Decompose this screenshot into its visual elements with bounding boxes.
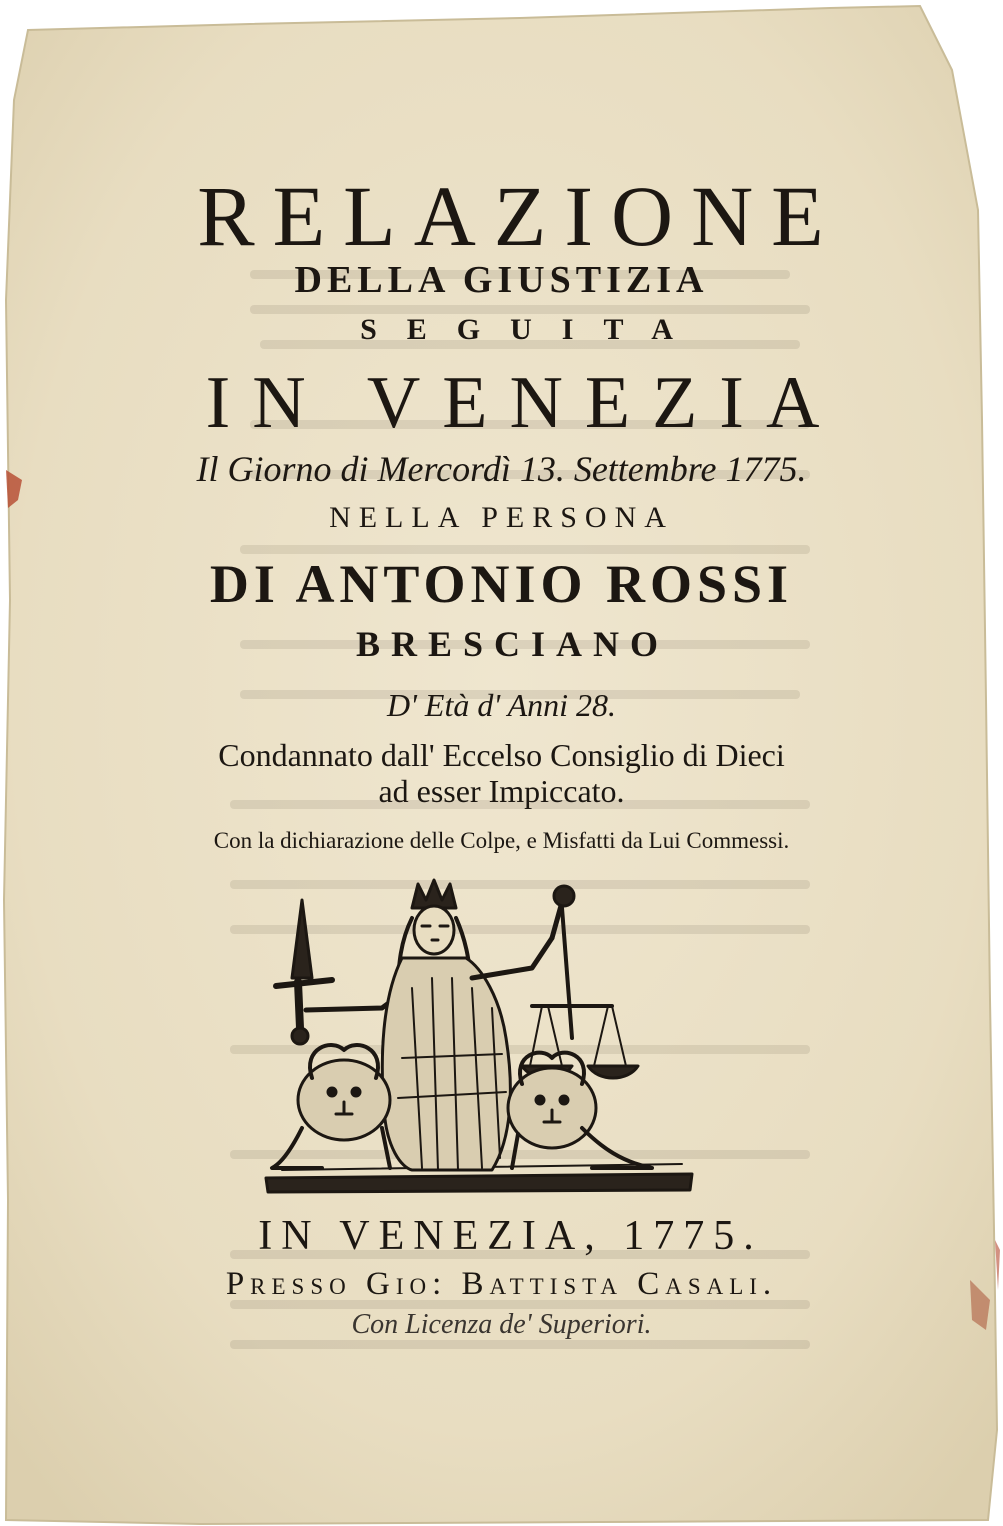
- date-line: Il Giorno di Mercordì 13. Settembre 1775.: [196, 449, 807, 489]
- document-title: RELAZIONE: [197, 168, 842, 264]
- place-heading: IN VENEZIA: [205, 362, 842, 444]
- imprint-place-year: IN VENEZIA, 1775.: [258, 1213, 763, 1259]
- license-line: Con Licenza de' Superiori.: [351, 1309, 652, 1340]
- person-origin: BRESCIANO: [355, 624, 670, 664]
- subtitle-seguita: SEGUITA: [360, 313, 703, 346]
- declaration-line: Con la dichiarazione delle Colpe, e Misfatti da Lui Commessi.: [213, 828, 790, 853]
- age-line: D' Età d' Anni 28.: [386, 687, 617, 723]
- subtitle-della-giustizia: DELLA GIUSTIZIA: [294, 259, 709, 301]
- justice-woodcut-icon: [262, 878, 696, 1194]
- person-name: DI ANTONIO ROSSI: [209, 554, 794, 614]
- printer-line: Presso Gio: Battista Casali.: [225, 1266, 778, 1302]
- person-intro: NELLA PERSONA: [329, 501, 674, 534]
- sentence-line-2: ad esser Impiccato.: [378, 773, 625, 809]
- sentence-line-1: Condannato dall' Eccelso Consiglio di Dieci: [218, 737, 785, 773]
